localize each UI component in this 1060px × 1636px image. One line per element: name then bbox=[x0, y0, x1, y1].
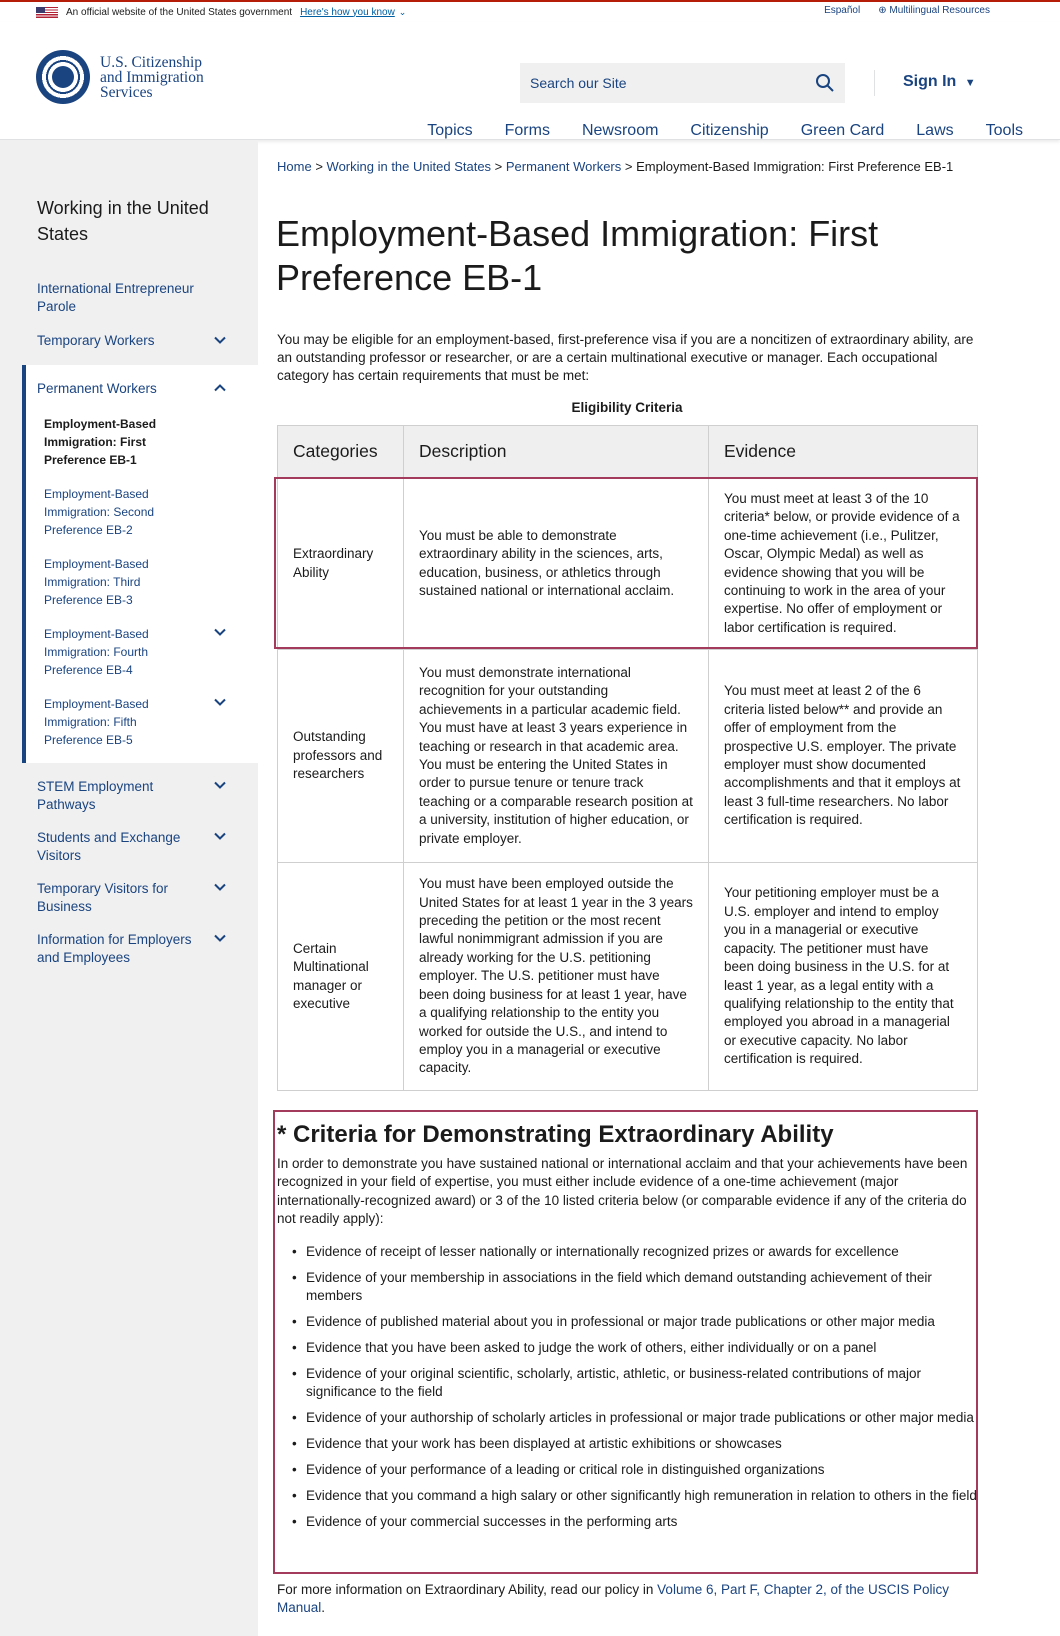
intro-paragraph: You may be eligible for an employment-based, first-preference visa if you are a noncitizen of extraordinary ability, are an outstanding professor or researcher, or are a certain multinational executive or manager. Each occupational category has certain requirements that must be met: bbox=[277, 332, 974, 383]
nav-green-card[interactable]: Green Card bbox=[800, 122, 885, 139]
sidebar-subitem-eb2[interactable]: Employment-Based Immigration: Second Preference EB-2 bbox=[44, 487, 155, 537]
highlight-box-extraordinary-row bbox=[274, 477, 978, 649]
nav-newsroom[interactable]: Newsroom bbox=[581, 122, 659, 139]
chevron-down-icon[interactable] bbox=[214, 830, 226, 842]
table-header: Categories bbox=[278, 426, 404, 478]
sidebar bbox=[0, 140, 258, 1636]
table-cell: Extraordinary Ability bbox=[278, 478, 404, 650]
criteria-body: In order to demonstrate you have sustained national or international acclaim and that your achievements have been recognized in your field of expertise, you must either include evidence of a one-time achievement (major internationally-recognized award) or 3 of the 10 listed criteria below (or comparable evidence if any of the criteria do not readily apply): bbox=[277, 1156, 968, 1227]
gov-banner bbox=[0, 0, 1060, 22]
sidebar-item-temporary-visitors[interactable]: Temporary Visitors for Business bbox=[37, 881, 169, 914]
breadcrumb-current: Employment-Based Immigration: First Preference EB-1 bbox=[636, 159, 954, 174]
sidebar-subitem-eb3[interactable]: Employment-Based Immigration: Third Preference EB-3 bbox=[44, 557, 149, 607]
sidebar-item-entrepreneur-parole[interactable]: International Entrepreneur Parole bbox=[37, 281, 194, 314]
sidebar-title[interactable]: Working in the United States bbox=[37, 198, 209, 244]
chevron-down-icon[interactable] bbox=[214, 779, 226, 791]
list-item: • Evidence of your performance of a leading or critical role in distinguished organizations bbox=[292, 1461, 977, 1479]
breadcrumb-permanent[interactable]: Permanent Workers bbox=[505, 159, 622, 174]
list-item: • Evidence of your membership in associations in the field which demand outstanding achievement of their members bbox=[292, 1269, 977, 1306]
sidebar-subitem-eb5[interactable]: Employment-Based Immigration: Fifth Preference EB-5 bbox=[44, 697, 149, 747]
globe-icon: ⊕ bbox=[878, 5, 890, 16]
table-cell: Outstanding professors and researchers bbox=[278, 650, 404, 863]
criteria-title: * Criteria for Demonstrating Extraordinary Ability bbox=[277, 1121, 834, 1148]
espanol-link[interactable]: Español bbox=[824, 5, 861, 16]
list-item: • Evidence that your work has been displayed at artistic exhibitions or showcases bbox=[292, 1435, 977, 1453]
site-header bbox=[0, 22, 1060, 140]
us-flag-icon bbox=[36, 7, 58, 18]
sidebar-item-stem[interactable]: STEM Employment Pathways bbox=[37, 779, 154, 812]
breadcrumb-working[interactable]: Working in the United States bbox=[326, 159, 492, 174]
table-cell: You must demonstrate international recognition for your outstanding achievements in a particular academic field. You must have at least 3 years experience in teaching or research in that academic area. You must be entering the United States in order to pursue tenure or tenure track teaching or a comparable research position at a university, institution of higher education, or private employer. bbox=[404, 650, 709, 863]
list-item: • Evidence that you have been asked to judge the work of others, either individually or on a panel bbox=[292, 1339, 977, 1357]
list-item: • Evidence of your authorship of scholarly articles in professional or major trade publications or other major media bbox=[292, 1409, 977, 1427]
how-you-know-link[interactable]: Here's how you know bbox=[300, 6, 395, 18]
page-title: Employment-Based Immigration: First Preference EB-1 bbox=[276, 213, 879, 298]
search-icon[interactable] bbox=[815, 73, 835, 93]
sidebar-item-students[interactable]: Students and Exchange Visitors bbox=[37, 830, 181, 863]
multilingual-link[interactable]: ⊕ Multilingual Resources bbox=[878, 5, 990, 16]
breadcrumb-home[interactable]: Home bbox=[277, 159, 312, 174]
chevron-down-icon[interactable]: ⌄ bbox=[398, 6, 407, 17]
list-item: • Evidence of your original scientific, scholarly, artistic, athletic, or business-related contributions of major significance to the field bbox=[292, 1365, 977, 1402]
criteria-list bbox=[277, 1243, 977, 1531]
criteria-section bbox=[277, 1120, 977, 1539]
table-cell: You must be able to demonstrate extraordinary ability in the sciences, arts, education, business, or athletics through sustained national or international acclaim. bbox=[404, 478, 709, 650]
table-cell: You must meet at least 2 of the 6 criteria listed below** and provide an offer of employment from the prospective U.S. employer. The private employer must show documented accomplishments and that it employs at least 3 full-time researchers. No labor certification is required. bbox=[709, 650, 978, 863]
chevron-up-icon[interactable] bbox=[214, 382, 226, 394]
table-cell: You must meet at least 3 of the 10 criteria* below, or provide evidence of a one-time achievement (i.e., Pulitzer, Oscar, Olympic Medal) as well as evidence showing that you will be continuing to work in the area of your expertise. No offer of employment or labor certification is required. bbox=[709, 478, 978, 650]
sign-in-button[interactable]: Sign In ▼ bbox=[903, 73, 976, 90]
table-cell: Your petitioning employer must be a U.S. employer and intend to employ you in a managerial or executive capacity. The petitioner must have been doing business in the U.S. for at least 1 year, as a legal entity with a qualifying relationship to the entity that employed you abroad in a managerial or executive capacity. No labor certification is required. bbox=[709, 863, 978, 1091]
nav-topics[interactable]: Topics bbox=[427, 122, 473, 139]
sidebar-subitem-eb1[interactable]: Employment-Based Immigration: First Preference EB-1 bbox=[44, 417, 157, 467]
table-row bbox=[278, 650, 978, 863]
table-header: Evidence bbox=[709, 426, 978, 478]
official-site-text: An official website of the United States government bbox=[66, 6, 293, 18]
nav-tools[interactable]: Tools bbox=[985, 122, 1023, 139]
search-input[interactable] bbox=[520, 63, 845, 103]
nav-citizenship[interactable]: Citizenship bbox=[690, 122, 769, 139]
table-caption: Eligibility Criteria bbox=[571, 400, 683, 415]
list-item: • Evidence of published material about you in professional or major trade publications or other major media bbox=[292, 1313, 977, 1331]
list-item: • Evidence that you command a high salary or other significantly high remuneration in relation to others in the field bbox=[292, 1487, 977, 1505]
sidebar-item-permanent-workers[interactable]: Permanent Workers bbox=[37, 381, 157, 396]
nav-laws[interactable]: Laws bbox=[916, 122, 954, 139]
table-header: Description bbox=[404, 426, 709, 478]
list-item: • Evidence of receipt of lesser nationally or internationally recognized prizes or awards for excellence bbox=[292, 1243, 977, 1261]
sidebar-item-temporary-workers[interactable]: Temporary Workers bbox=[37, 333, 155, 348]
policy-manual-link[interactable]: Volume 6, Part F, Chapter 2, of the USCIS Policy Manual bbox=[277, 1582, 950, 1616]
more-info-paragraph: For more information on Extraordinary Ability, read our policy in Volume 6, Part F, Chapter 2, of the USCIS Policy Manual. bbox=[277, 1582, 950, 1616]
main-nav bbox=[427, 122, 1023, 140]
sidebar-subitem-eb4[interactable]: Employment-Based Immigration: Fourth Preference EB-4 bbox=[44, 627, 149, 677]
table-cell: You must have been employed outside the United States for at least 1 year in the 3 years preceding the petition or the most recent lawful nonimmigrant admission if you are already working for the U.S. petitioning employer. The U.S. petitioner must have been doing business for at least 1 year, have a qualifying relationship to the entity you worked for outside the U.S., and intend to employ you in a managerial or executive capacity. bbox=[404, 863, 709, 1091]
chevron-down-icon[interactable] bbox=[214, 932, 226, 944]
table-row bbox=[278, 863, 978, 1091]
sidebar-item-info-employers[interactable]: Information for Employers and Employees bbox=[37, 932, 192, 965]
search-placeholder: Search our Site bbox=[530, 75, 627, 91]
chevron-down-icon[interactable] bbox=[214, 881, 226, 893]
chevron-down-icon[interactable] bbox=[214, 696, 226, 708]
table-cell: Certain Multinational manager or executive bbox=[278, 863, 404, 1091]
chevron-down-icon[interactable] bbox=[214, 334, 226, 346]
logo-text: U.S. Citizenship and Immigration Services bbox=[100, 53, 204, 101]
header-divider bbox=[874, 70, 875, 96]
caret-down-icon: ▼ bbox=[964, 77, 976, 89]
breadcrumb: Home > Working in the United States > Permanent Workers > Employment-Based Immigration: First Preference EB-1 bbox=[277, 159, 954, 174]
uscis-logo[interactable] bbox=[36, 50, 204, 104]
list-item: • Evidence of your commercial successes in the performing arts bbox=[292, 1513, 977, 1531]
nav-forms[interactable]: Forms bbox=[504, 122, 550, 139]
dhs-seal-icon bbox=[36, 50, 90, 104]
chevron-down-icon[interactable] bbox=[214, 626, 226, 638]
